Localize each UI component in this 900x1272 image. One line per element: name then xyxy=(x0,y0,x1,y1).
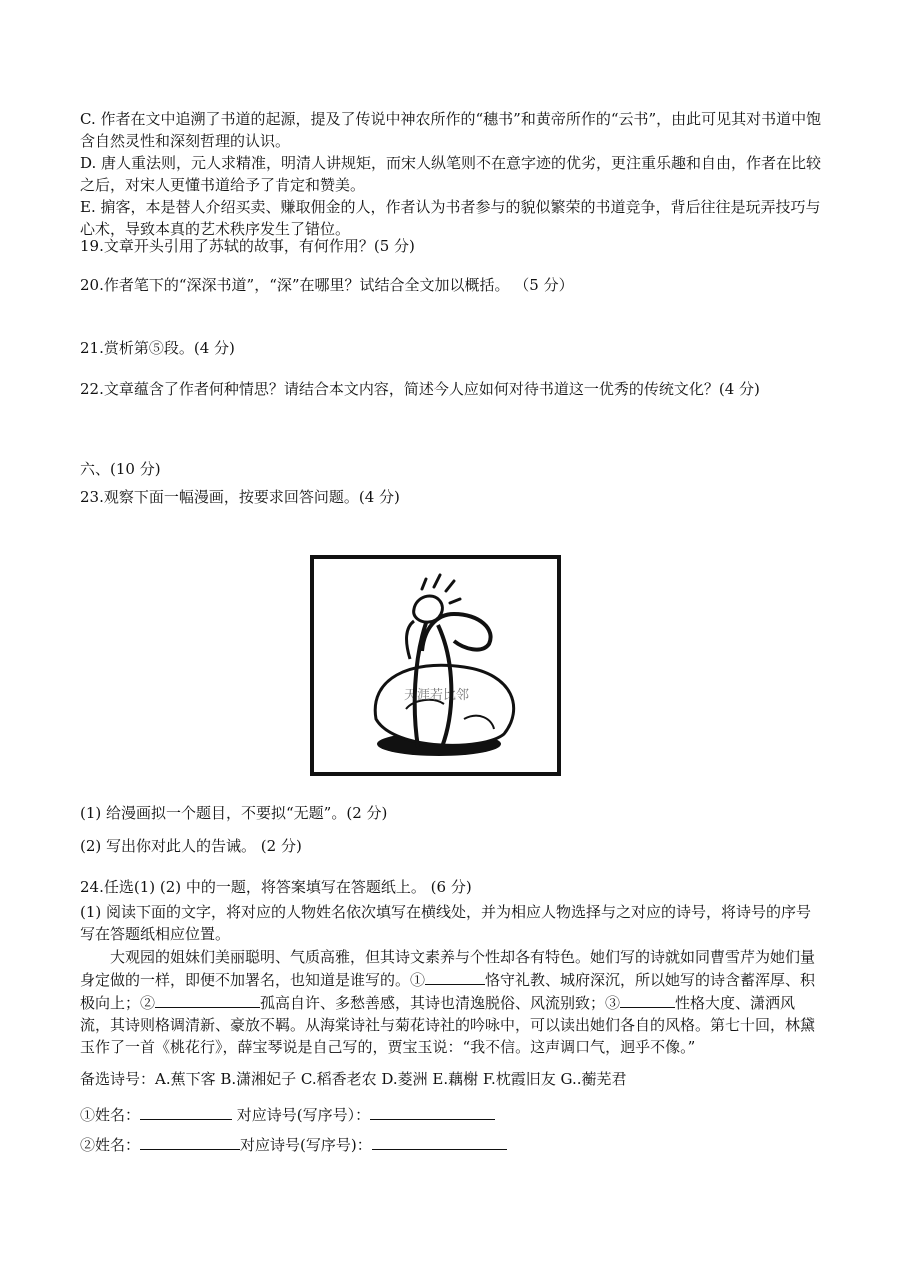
answer-row-2-name-label: ②姓名： xyxy=(80,1136,141,1154)
question-23: 23.观察下面一幅漫画，按要求回答问题。(4 分) xyxy=(80,488,400,506)
question-22: 22.文章蕴含了作者何种情思？请结合本文内容，简述今人应如何对待书道这一优秀的传统文化？(4 分) xyxy=(80,380,760,398)
passage-part-a: 大观园的姐妹们美丽聪明、气质高雅，但其诗文素养与个性却各有特色。她们写的诗就如同曹雪芹为她们量身定做的一样，即便不加署名，也知道是谁写的。① xyxy=(80,948,816,989)
passage-part-b: 恪守礼教、城府深沉，所以她写的诗含蓄浑厚、积极向上；② xyxy=(80,971,816,1012)
blank-1 xyxy=(425,968,485,985)
question-23-1: (1) 给漫画拟一个题目，不要拟“无题”。(2 分) xyxy=(80,804,388,822)
answer-row-1-code-label: 对应诗号(写序号）： xyxy=(236,1106,371,1124)
question-20: 20.作者笔下的“深深书道”，“深”在哪里？试结合全文加以概括。 （5 分） xyxy=(80,276,574,294)
option-c: C. 作者在文中追溯了书道的起源，提及了传说中神农所作的“穗书”和黄帝所作的“云书”，由此可见其对书道中饱含自然灵性和深刻哲理的认识。 xyxy=(80,110,822,150)
question-24-options: 备选诗号：A.蕉下客 B.潇湘妃子 C.稻香老农 D.菱洲 E.藕榭 F.枕霞旧友 G..蘅芜君 xyxy=(80,1070,627,1088)
question-24-title: 24.任选(1) (2) 中的一题，将答案填写在答题纸上。 (6 分) xyxy=(80,878,472,896)
question-24-passage xyxy=(80,946,825,1058)
cartoon-drawing xyxy=(314,559,557,772)
answer-row-2-code-blank xyxy=(372,1133,507,1150)
option-e: E. 掮客，本是替人介绍买卖、赚取佣金的人，作者认为书者参与的貌似繁荣的书道竞争，背后往往是玩弄技巧与心术，导致本真的艺术秩序发生了错位。 xyxy=(80,198,821,238)
question-19: 19.文章开头引用了苏轼的故事，有何作用？(5 分) xyxy=(80,237,415,255)
answer-row-1 xyxy=(80,1103,825,1126)
cartoon-image xyxy=(310,555,561,776)
passage-part-c: 孤高自许、多愁善感，其诗也清逸脱俗、风流别致；③ xyxy=(260,994,621,1012)
passage-part-d: 性格大度、潇洒风流，其诗则格调清新、豪放不羁。从海棠诗社与菊花诗社的吟咏中，可以读出她们各自的风格。第七十回，林黛玉作了一首《桃花行》，薛宝琴说是自己写的，贾宝玉说：“我不信。这声调口气，迥乎不像。” xyxy=(80,994,816,1056)
cartoon-stone-text: 天涯若比邻 xyxy=(404,688,470,703)
answer-row-2-code-label: 对应诗号(写序号)： xyxy=(240,1136,372,1154)
answer-row-1-code-blank xyxy=(370,1103,495,1120)
answer-row-1-name-blank xyxy=(140,1103,232,1120)
cartoon-head xyxy=(414,596,443,622)
option-d: D. 唐人重法则，元人求精准，明清人讲规矩，而宋人纵笔则不在意字迹的优劣，更注重乐趣和自由，作者在比较之后，对宋人更懂书道给予了肯定和赞美。 xyxy=(80,154,822,194)
section-6-heading: 六、(10 分) xyxy=(80,460,161,478)
answer-row-1-name-label: ①姓名： xyxy=(80,1106,141,1124)
question-21: 21.赏析第⑤段。(4 分) xyxy=(80,339,235,357)
blank-3 xyxy=(620,991,675,1008)
answer-row-2-name-blank xyxy=(140,1133,240,1150)
question-24-intro: (1) 阅读下面的文字，将对应的人物姓名依次填写在横线处，并为相应人物选择与之对应的诗号，将诗号的序号写在答题纸相应位置。 xyxy=(80,903,812,943)
blank-2 xyxy=(155,991,260,1008)
question-23-2: (2) 写出你对此人的告诫。 (2 分) xyxy=(80,837,302,855)
answer-row-2 xyxy=(80,1133,825,1156)
